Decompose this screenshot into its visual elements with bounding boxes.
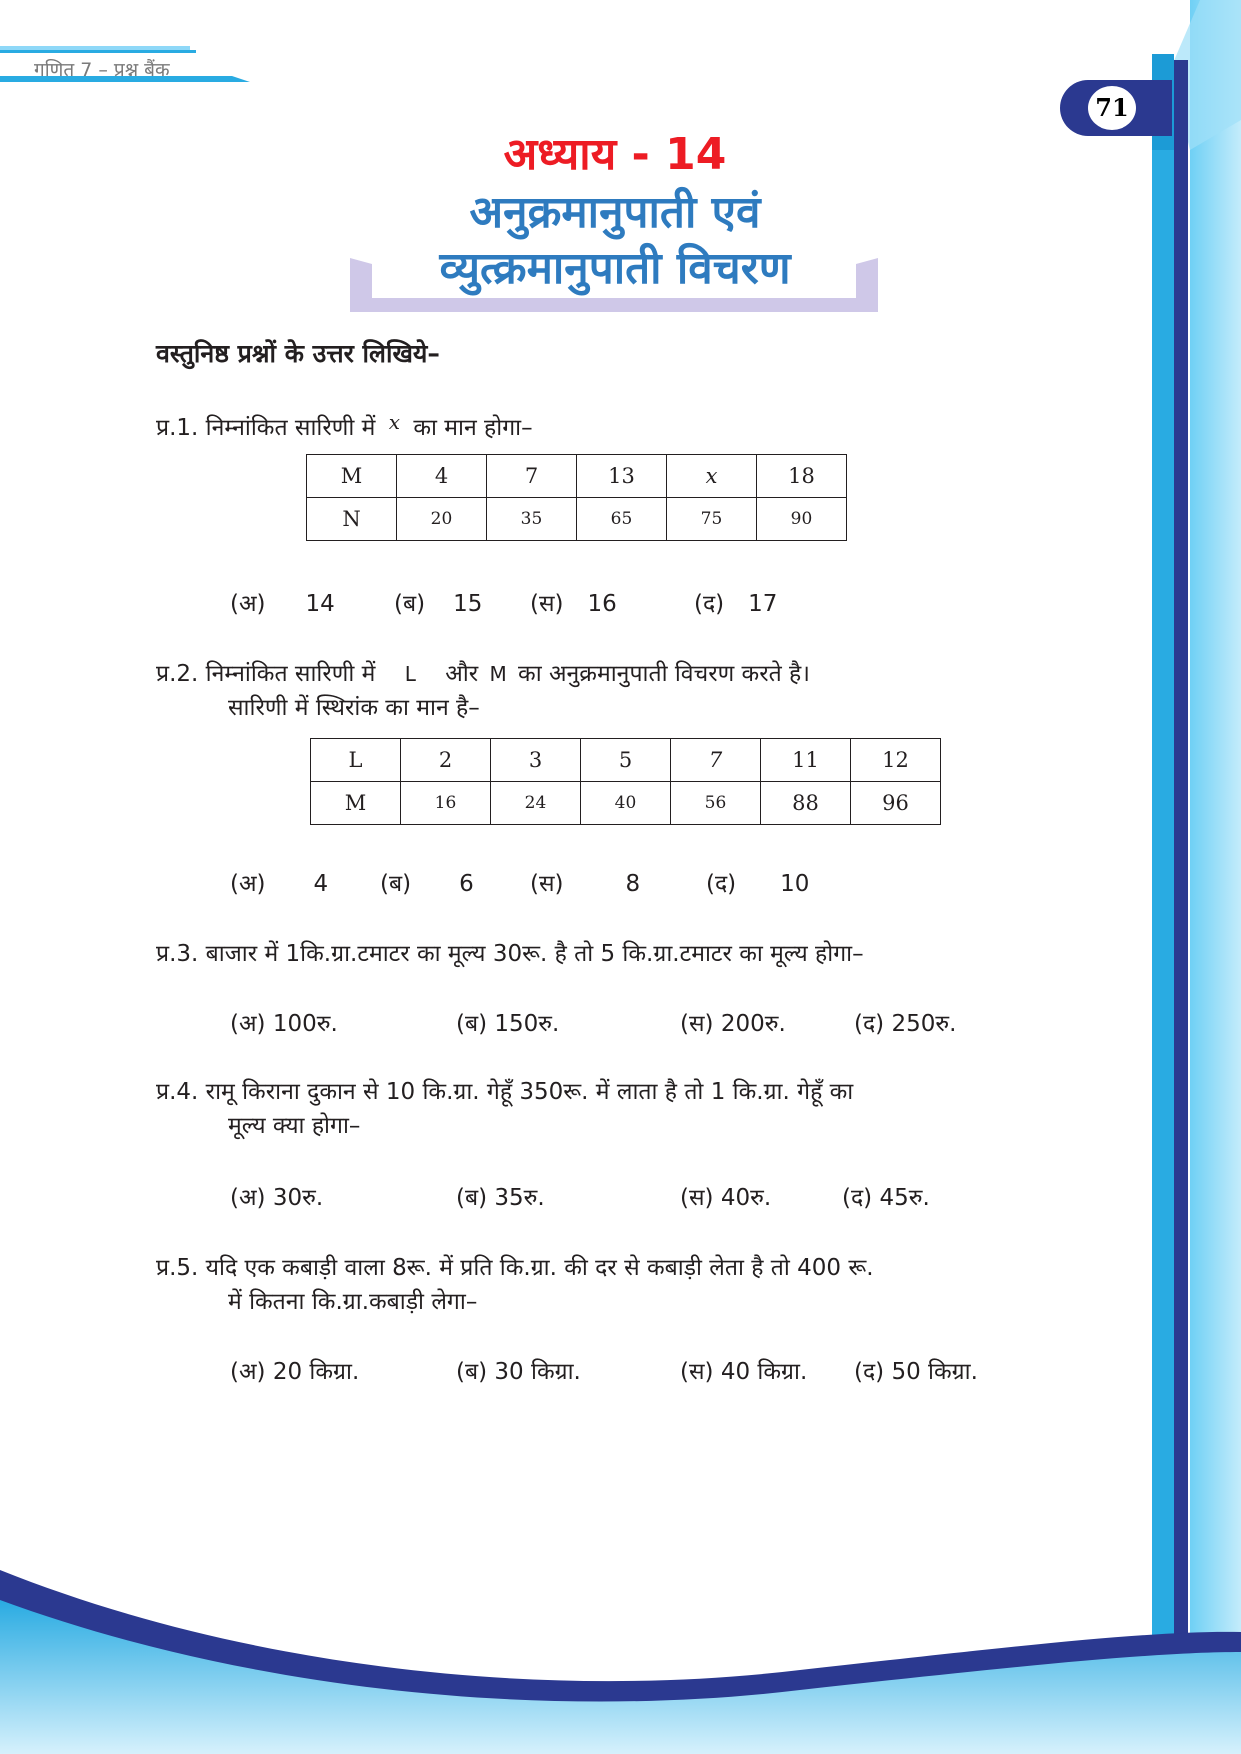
table-cell: 24 bbox=[491, 782, 581, 825]
question-number: प्र.3. bbox=[156, 941, 199, 967]
question-text: यदि एक कबाड़ी वाला 8रू. में प्रति कि.ग्रा. की दर से कबाड़ी लेता है तो 400 रू. bbox=[205, 1255, 874, 1281]
option-a: (अ) 30रु. bbox=[230, 1185, 324, 1211]
question-text: का अनुक्रमानुपाती विचरण करते है। bbox=[518, 661, 810, 687]
page-number: 71 bbox=[1088, 86, 1136, 130]
table-cell: 90 bbox=[757, 498, 847, 541]
option-d: (द) 17 bbox=[694, 591, 778, 617]
table-cell: 65 bbox=[577, 498, 667, 541]
table-cell: M bbox=[311, 782, 401, 825]
table-cell: 5 bbox=[581, 739, 671, 782]
table-cell: N bbox=[307, 498, 397, 541]
question-text: रामू किराना दुकान से 10 कि.ग्रा. गेहूँ 350रू. में लाता है तो 1 कि.ग्रा. गेहूँ का bbox=[205, 1079, 854, 1105]
table-row bbox=[307, 498, 847, 541]
option-c: (स) 200रु. bbox=[680, 1011, 786, 1037]
table-cell: 7 bbox=[487, 455, 577, 498]
option-a: (अ) 14 bbox=[230, 591, 335, 617]
table-cell: 40 bbox=[581, 782, 671, 825]
question-text: और bbox=[445, 661, 479, 687]
option-b: (ब) 15 bbox=[394, 591, 483, 617]
option-b: (ब) 30 किग्रा. bbox=[456, 1359, 581, 1385]
bottom-wave-decoration bbox=[0, 1560, 1241, 1754]
question-4-line-2: मूल्य क्या होगा– bbox=[228, 1113, 361, 1139]
question-1 bbox=[156, 410, 533, 442]
option-b: (ब) 6 bbox=[380, 871, 474, 897]
table-cell: 56 bbox=[671, 782, 761, 825]
option-d: (द) 250रु. bbox=[854, 1011, 957, 1037]
option-d: (द) 45रु. bbox=[842, 1185, 930, 1211]
table-cell: 96 bbox=[851, 782, 941, 825]
question-2-table bbox=[310, 738, 941, 825]
option-a: (अ) 4 bbox=[230, 871, 329, 897]
variable-l: L bbox=[404, 662, 416, 686]
option-b: (ब) 150रु. bbox=[456, 1011, 560, 1037]
chapter-title-line-1: अनुक्रमानुपाती एवं bbox=[469, 187, 761, 238]
question-text: बाजार में 1कि.ग्रा.टमाटर का मूल्य 30रू. है तो 5 कि.ग्रा.टमाटर का मूल्य होगा– bbox=[205, 941, 864, 967]
table-cell: 20 bbox=[397, 498, 487, 541]
header-book-title: गणित 7 – प्रश्न बैंक bbox=[34, 59, 170, 81]
question-4 bbox=[156, 1074, 853, 1106]
question-2-line-2: सारिणी में स्थिरांक का मान है– bbox=[228, 695, 480, 721]
question-text: निम्नांकित सारिणी में bbox=[205, 661, 376, 687]
question-number: प्र.1. bbox=[156, 415, 199, 441]
variable-x: x bbox=[388, 410, 401, 434]
table-cell: 75 bbox=[667, 498, 757, 541]
table-cell: 4 bbox=[397, 455, 487, 498]
chapter-title-line-2: व्युत्क्रमानुपाती विचरण bbox=[439, 243, 791, 294]
table-row bbox=[311, 782, 941, 825]
table-cell: 13 bbox=[577, 455, 667, 498]
table-cell: x bbox=[667, 455, 757, 498]
table-cell: 11 bbox=[761, 739, 851, 782]
question-number: प्र.5. bbox=[156, 1255, 199, 1281]
question-text-end: का मान होगा– bbox=[413, 415, 533, 441]
question-2 bbox=[156, 656, 810, 688]
question-text: निम्नांकित सारिणी में bbox=[205, 415, 376, 441]
option-b: (ब) 35रु. bbox=[456, 1185, 545, 1211]
table-cell: L bbox=[311, 739, 401, 782]
table-cell: 18 bbox=[757, 455, 847, 498]
table-cell: 2 bbox=[401, 739, 491, 782]
question-1-table bbox=[306, 454, 847, 541]
question-5 bbox=[156, 1250, 874, 1282]
table-cell: M bbox=[307, 455, 397, 498]
option-a: (अ) 100रु. bbox=[230, 1011, 338, 1037]
question-number: प्र.4. bbox=[156, 1079, 199, 1105]
variable-m: M bbox=[489, 662, 507, 686]
right-side-decoration bbox=[1040, 0, 1241, 1754]
table-cell: 7 bbox=[671, 739, 761, 782]
table-cell: 3 bbox=[491, 739, 581, 782]
option-c: (स) 16 bbox=[530, 591, 617, 617]
option-c: (स) 40रु. bbox=[680, 1185, 772, 1211]
option-c: (स) 40 किग्रा. bbox=[680, 1359, 808, 1385]
option-a: (अ) 20 किग्रा. bbox=[230, 1359, 360, 1385]
table-cell: 35 bbox=[487, 498, 577, 541]
table-row bbox=[307, 455, 847, 498]
option-d: (द) 10 bbox=[706, 871, 810, 897]
table-cell: 88 bbox=[761, 782, 851, 825]
option-d: (द) 50 किग्रा. bbox=[854, 1359, 978, 1385]
option-c: (स) 8 bbox=[530, 871, 641, 897]
chapter-number: अध्याय - 14 bbox=[503, 129, 727, 180]
table-cell: 16 bbox=[401, 782, 491, 825]
table-row bbox=[311, 739, 941, 782]
question-3 bbox=[156, 936, 864, 968]
question-number: प्र.2. bbox=[156, 661, 199, 687]
question-5-line-2: में कितना कि.ग्रा.कबाड़ी लेगा– bbox=[228, 1289, 478, 1315]
section-instruction: वस्तुनिष्ठ प्रश्नों के उत्तर लिखिये– bbox=[156, 339, 440, 368]
table-cell: 12 bbox=[851, 739, 941, 782]
